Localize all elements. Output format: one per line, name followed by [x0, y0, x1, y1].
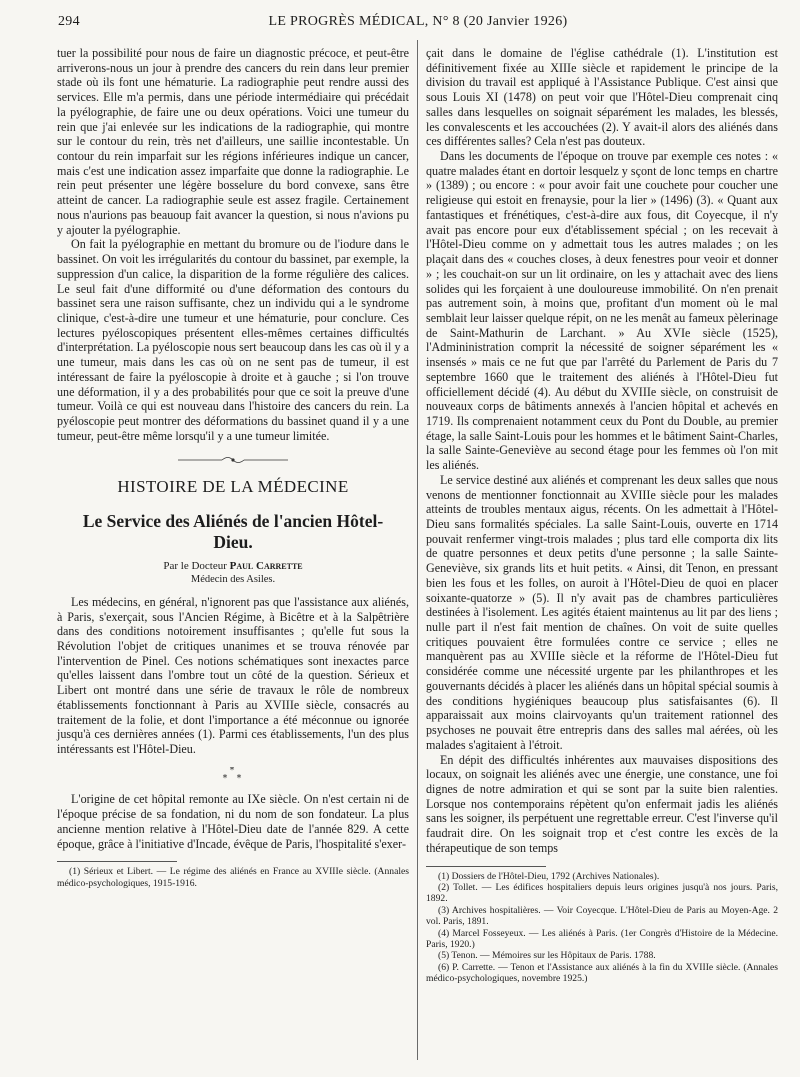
- running-head: [58, 12, 778, 34]
- footnote: (3) Archives hospitalières. — Voir Coyecque. L'Hôtel-Dieu de Paris au Moyen-Age. 2 vol. Paris, 1891.: [426, 904, 778, 928]
- column-rule: [417, 40, 418, 1060]
- page-number: 294: [58, 14, 80, 29]
- asterism-icon: [221, 767, 245, 781]
- paragraph: Le service destiné aux aliénés et comprenant les deux salles que nous venons de mentionner fonctionnait au XVIIIe siècle pour les malades atteints de troubles mentaux aigus, récents. On les admettait à l'Hôtel-Dieu sans formalités spéciales. La salle Saint-Louis, ouverte en 1714 pouvait renfermer vingt-trois malades ; plus tard elle comporta dix lits de quatre personnes et deux petits d'une personne ; la salle Sainte-Geneviève, six grands lits et huit petits. « Ainsi, dit Tenon, en pressant bien les fous et les folles, on auroit à l'Hôtel-Dieu de quoi en placer soixante-quatorze » (5). Il n'y avait pas de chambres particulières destinées à l'isolement. Les agités étaient maintenus au lit par des liens ; nulle part il n'est fait mention de chaînes. On voit de suite quelles critiques pouvaient être formulées contre ce service ; elles ne manquèrent pas au XVIIIe siècle et la réforme de l'Hôtel-Dieu fut considérée comme une nécessité urgente par les philanthropes et les gouvernants décidés à placer les aliénés dans un hôpital spécial soumis à des conditions hygiéniques beaucoup plus satisfaisantes (6). Il apparaissait aux moins clairvoyants qu'un traitement rationnel des psychoses ne pouvait être entrepris dans des salles mal aérées, où les malades s'agitaient à l'étroit.: [426, 472, 778, 752]
- left-column: [57, 46, 409, 889]
- byline-prefix: Par le Docteur: [163, 559, 227, 572]
- footnote: (2) Tollet. — Les édifices hospitaliers depuis leurs origines jusqu'à nos jours. Paris, 1892.: [426, 881, 778, 905]
- article-title: Le Service des Aliénés de l'ancien Hôtel-Dieu.: [82, 510, 384, 552]
- journal-title: LE PROGRÈS MÉDICAL, N° 8 (20 Janvier 1926): [268, 14, 568, 29]
- asterism-divider: [57, 767, 409, 785]
- paragraph: L'origine de cet hôpital remonte au IXe siècle. On n'est certain ni de l'époque précise de sa fondation, ni du nom de son fondateur. La plus ancienne mention relative à l'Hôtel-Dieu date de l'année 829. A cette époque, grâce à l'initiative d'Incade, évêque de Paris, l'hospitalité s'exer-: [57, 792, 409, 851]
- svg-text:*: *: [229, 766, 237, 776]
- svg-text:*: *: [222, 773, 230, 781]
- ornament-divider: [57, 455, 409, 470]
- footnote: (1) Sérieux et Libert. — Le régime des aliénés en France au XVIIIe siècle. (Annales médico-psychologiques, 1915-1916.: [57, 866, 409, 889]
- svg-text:*: *: [236, 773, 244, 781]
- footnotes: [57, 866, 409, 889]
- ornament-icon: [178, 455, 288, 465]
- paragraph: çait dans le domaine de l'église cathédrale (1). L'institution est définitivement fixée au XIIIe siècle et rapidement le principe de la division du travail est appliqué à l'Assistance Publique. C'est ainsi que sous Louis XI (1478) on peut voir que l'Hôtel-Dieu comprenait cinq salles dans lesquelles on soignait séparément les malades, les blessés, les convalescents et les accouchées (2). Y avait-il alors des aliénés dans ces différentes salles? Cela n'est pas douteux.: [426, 46, 778, 149]
- paragraph: Dans les documents de l'époque on trouve par exemple ces notes : « quatre malades étant en dortoir lesquelz y sçont de lonc temps en chartre » (1389) ; ou encore : « pour avoir fait une couchete pour coucher une religieuse qui estoit en frenaysie, pour la lier » (1496) (3). « Quant aux fantastiques et frénétiques, c'est-à-dire aux fous, dit Coyecque, il n'y avait pas encore pour eux d'établissement spécial ; on les recevait à l'Hôtel-Dieu comme on y admettait tous les autres malades ; on les plaçait dans des « couches closes, à deux fenestres pour veoir et donner » ; les couchait-on sur un lit ordinaire, on les y attachait avec des liens solides qui les forçaient à une douloureuse immobilité. On n'en prenait pas autrement soin, à moins que, profitant d'un moment où le mal semblait leur laisser quelque répit, on ne les menât au fameux pèlerinage de Saint-Mathurin de Larchant. » Au XVIe siècle (1525), l'Admininistration comprit la nécessité de soigner séparément les « insensés » mais ce ne fut que par l'arrêté du Parlement de Paris du 7 septembre 1660 que le traitement des aliénés à l'Hôtel-Dieu fut officiellement décidé (4). Au début du XVIIIe siècle, on construisit de nouveaux corps de bâtiments annexés à l'ancien hôpital et achevés en 1719. Ils comprenaient notamment ceux du Pont du Double, au premier étage, la salle Saint-Louis pour les hommes et le bâtiment Saint-Charles, la salle Sainte-Geneviève au second étage pour les femmes où l'on mit les aliénés.: [426, 149, 778, 473]
- paragraph: On fait la pyélographie en mettant du bromure ou de l'iodure dans le bassinet. On voit les irrégularités du contour du bassinet, par exemple, la suppression d'un calice, la disparition de la forme régulière des calices. Le seul fait d'une difformité ou d'une déformation des contours du bassinet sera une raison suffisante, chez un individu qui a le syndrome clinique, c'est-à-dire une tumeur et une hématurie, pour conclure. Ces lectures pyéloscopiques présentent elles-mêmes certaines difficultés d'interprétation. La pyéloscopie nous sert beaucoup dans les cas où il y a une tumeur, mais dans les cas où on ne sent pas de tumeur, il est intéressant de faire la pyéloscopie à droite et à gauche ; si l'on trouve une déformation, il y a des probabilités pour que ce soit la preuve d'une tumeur. Voilà ce qui est nouveau dans l'histoire des cancers du rein. La pyéloscopie peut montrer des déformations du bassinet quand il y a une tumeur, peut-être même lorsqu'il y a une tumeur limitée.: [57, 237, 409, 443]
- footnote-rule: [426, 866, 546, 867]
- paragraph: Les médecins, en général, n'ignorent pas que l'assistance aux aliénés, à Paris, s'exerçait, sous l'Ancien Régime, à Bicêtre et à la Salpêtrière dans des conditions notoirement insuffisantes ; qu'elle fut sous la Révolution l'objet de critiques unanimes et se trouva rénovée par l'intervention de Pinel. Ces notions schématiques sont inexactes parce qu'elles laissent dans l'ombre tout un côté de la question. Sérieux et Libert ont montré dans une série de travaux le rôle de nombreux établissements fonctionnant à Paris au XVIIIe siècle, consacrés au traitement de la folie, et dont l'importance a été méconnue ou ignorée jusqu'à ces dernières années (1). Parmi ces établissements, l'un des plus intéressants est l'Hôtel-Dieu.: [57, 594, 409, 757]
- footnote: (1) Dossiers de l'Hôtel-Dieu, 1792 (Archives Nationales).: [438, 870, 660, 882]
- byline: [57, 559, 409, 573]
- footnote: (5) Tenon. — Mémoires sur les Hôpitaux de Paris. 1788.: [438, 950, 656, 962]
- paragraph: tuer la possibilité pour nous de faire un diagnostic précoce, et peut-être arriverons-nous un jour à prendre des cancers du rein dans leur premier stade où ils font une hématurie. La radiographie peut rendre aussi des services. Elle m'a permis, dans une période intermédiaire qui précédait la pyélographie, de faire une ou deux opérations. Voici une tumeur du rein que j'ai enlevée sur les indications de la radiographie, qui montre sur le contour du rein, très net d'ailleurs, une saillie incontestable. Un contour du rein imparfait sur les régions inférieures indique un cancer, mais c'est une indication assez imparfaite que donne la radiographie. Le rein peut présenter une légère bosselure du bord convexe, sans être atteint de cancer. La radiographie seule est assez fragile. Certainement nous n'aurions pas beauoup fait avancer la question, si nous n'avions pu y ajouter la pyélographie.: [57, 46, 409, 237]
- section-heading: HISTOIRE DE LA MÉDECINE: [117, 477, 349, 497]
- right-column: [426, 46, 778, 985]
- author-name: Paul Carrette: [229, 559, 303, 572]
- paragraph: En dépit des difficultés inhérentes aux mauvaises dispositions des locaux, on soignait les aliénés avec une énergie, une constance, une foi dignes de notre admiration et qui se sont par la suite bien ralenties. Lorsque nos contemporains répètent qu'on enfermait jadis les aliénés sans les soigner, ils perpétuent une regrettable erreur. C'est l'inverse qu'il faudrait dire. On les soignait trop et c'est contre les excès de la thérapeutique de son temps: [426, 752, 778, 855]
- author-role: Médecin des Asiles.: [190, 573, 276, 585]
- footnote-rule: [57, 861, 177, 862]
- footnote: (6) P. Carrette. — Tenon et l'Assistance aux aliénés à la fin du XVIIIe siècle. (Annales médico-psychologiques, novembre 1925.): [426, 961, 778, 985]
- footnotes: [426, 871, 778, 985]
- footnote: (4) Marcel Fosseyeux. — Les aliénés à Paris. (1er Congrès d'Histoire de la Médecine. Paris, 1920.): [426, 927, 778, 950]
